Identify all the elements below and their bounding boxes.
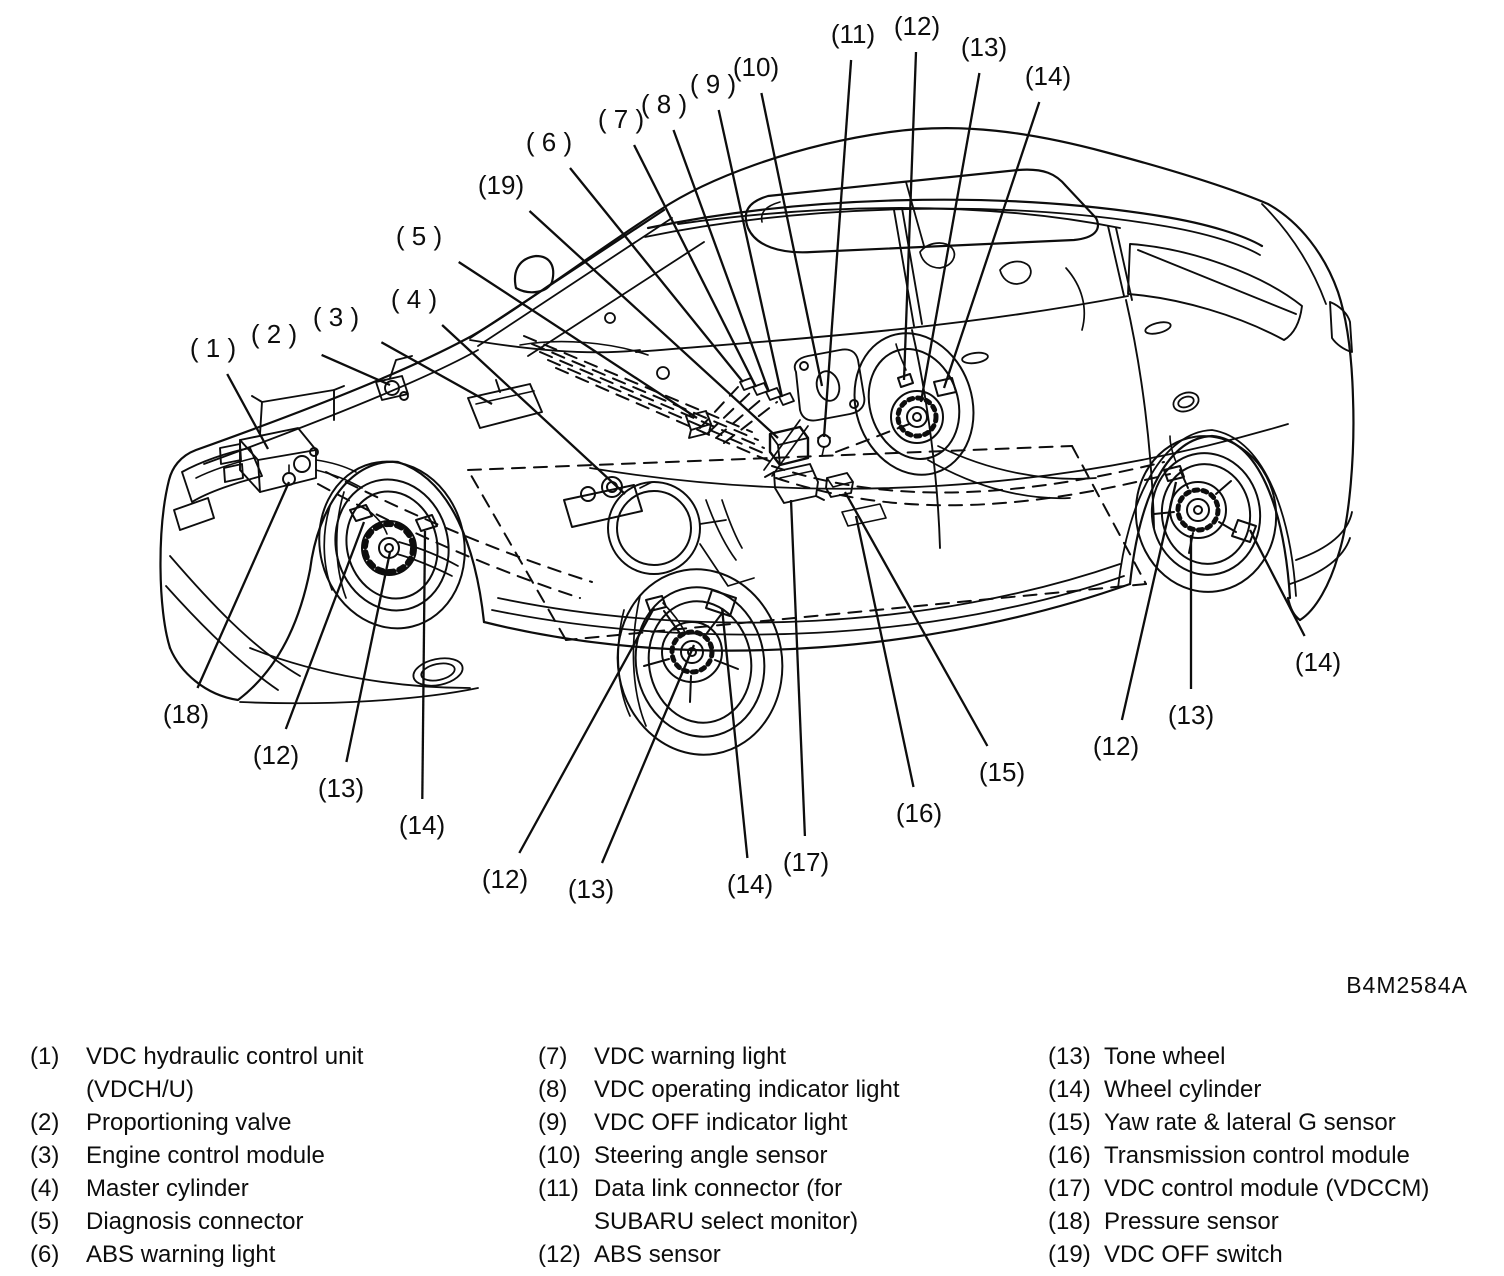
legend-item-number: (13)	[1048, 1043, 1091, 1070]
callout-14-top	[944, 61, 1071, 388]
callout-label: (10)	[732, 52, 780, 82]
legend-item-number: (4)	[30, 1175, 60, 1202]
legend-column-3	[1048, 1040, 1488, 1271]
callout-label: ( 3 )	[312, 302, 360, 332]
legend-item-number: (8)	[538, 1076, 568, 1103]
legend-item-15	[1048, 1106, 1488, 1139]
legend-item-label: Master cylinder	[86, 1175, 249, 1202]
leader-line	[791, 500, 805, 836]
callout-label: (13)	[317, 773, 365, 803]
brake-pipes-dashed	[318, 336, 1170, 640]
callout-annotations	[163, 11, 1341, 904]
legend-item-label: Engine control module	[86, 1142, 325, 1169]
callout-5	[396, 221, 697, 418]
callout-13-frontright	[568, 645, 694, 904]
legend-item-number: (5)	[30, 1208, 60, 1235]
callout-label: (17)	[782, 847, 830, 877]
legend-item-1	[30, 1040, 510, 1106]
master-cylinder	[564, 477, 726, 574]
legend-item-label: ABS warning light	[86, 1241, 276, 1268]
engine-control-module	[468, 380, 542, 428]
callout-label: (13)	[567, 874, 615, 904]
legend-item-8	[538, 1073, 1018, 1106]
callout-1	[190, 333, 268, 449]
leader-line	[1250, 530, 1305, 636]
callout-label: (15)	[978, 757, 1026, 787]
door-mirror	[515, 256, 553, 292]
legend-item-13	[1048, 1040, 1488, 1073]
legend-item-number: (15)	[1048, 1109, 1091, 1136]
abs-sensor-rear-right	[898, 374, 913, 387]
callout-label: (18)	[162, 699, 210, 729]
legend-item-number: (17)	[1048, 1175, 1091, 1202]
legend-item-16	[1048, 1139, 1488, 1172]
legend-item-label: Tone wheel	[1104, 1043, 1226, 1070]
tone-wheel-rear-left	[1178, 490, 1218, 530]
callout-label: ( 2 )	[250, 319, 298, 349]
legend-item-label: ABS sensor	[594, 1241, 721, 1268]
callout-6	[526, 127, 743, 382]
legend-item-number: (16)	[1048, 1142, 1091, 1169]
callout-label: ( 8 )	[640, 89, 688, 119]
legend-item-2	[30, 1106, 510, 1139]
legend-item-19	[1048, 1238, 1488, 1271]
vdc-control-module	[765, 464, 824, 503]
legend-item-label: VDC OFF indicator light	[594, 1109, 848, 1136]
callout-12-frontleft	[253, 522, 364, 770]
leader-line	[459, 262, 697, 418]
legend-item-10	[538, 1139, 1018, 1172]
pedal-bracket	[700, 500, 754, 586]
legend-column-2	[538, 1040, 1018, 1271]
callout-label: ( 5 )	[395, 221, 443, 251]
legend-item-number: (7)	[538, 1043, 568, 1070]
leader-line	[530, 211, 779, 438]
callout-13-top	[921, 32, 1007, 402]
callout-label: (12)	[893, 11, 941, 41]
legend-item-number: (6)	[30, 1241, 60, 1268]
legend-item-label: VDC control module (VDCCM)	[1104, 1175, 1430, 1202]
leader-line	[519, 608, 654, 853]
headlight	[174, 448, 262, 530]
legend-item-number: (19)	[1048, 1241, 1091, 1268]
legend-item-6	[30, 1238, 510, 1271]
legend-item-number: (9)	[538, 1109, 568, 1136]
callout-16	[856, 516, 942, 828]
callout-label: (14)	[1294, 647, 1342, 677]
callout-label: (19)	[477, 170, 525, 200]
legend-item-label: Data link connector (for SUBARU select monitor)	[594, 1175, 859, 1235]
legend-item-3	[30, 1139, 510, 1172]
callout-label: (16)	[895, 798, 943, 828]
legend-column-1	[30, 1040, 510, 1271]
callout-label: ( 7 )	[597, 104, 645, 134]
front-right-wheel	[603, 556, 797, 768]
data-link-connector	[818, 434, 830, 456]
legend-item-label: Yaw rate & lateral G sensor	[1104, 1109, 1396, 1136]
legend-item-number: (18)	[1048, 1208, 1091, 1235]
legend-item-9	[538, 1106, 1018, 1139]
callout-label: (12)	[252, 740, 300, 770]
tone-wheel-front-left	[365, 524, 413, 572]
legend-item-4	[30, 1172, 510, 1205]
legend-item-number: (14)	[1048, 1076, 1091, 1103]
callout-label: ( 1 )	[189, 333, 237, 363]
callout-label: (12)	[1092, 731, 1140, 761]
legend-item-11	[538, 1172, 1018, 1238]
side-windows	[636, 208, 1302, 548]
callout-15	[845, 492, 1025, 787]
legend-item-number: (11)	[538, 1175, 579, 1202]
leader-line	[346, 552, 390, 762]
callout-label: (13)	[960, 32, 1008, 62]
legend-item-14	[1048, 1073, 1488, 1106]
callout-14-rearleft	[1250, 530, 1341, 677]
legend-item-label: VDC warning light	[594, 1043, 787, 1070]
leader-line	[845, 492, 987, 746]
leader-line	[422, 531, 425, 799]
leader-line	[856, 516, 914, 787]
legend-item-12	[538, 1238, 1018, 1271]
legend-item-number: (2)	[30, 1109, 60, 1136]
legend-item-17	[1048, 1172, 1488, 1205]
legend-item-number: (1)	[30, 1043, 60, 1070]
callout-label: (14)	[398, 810, 446, 840]
callout-label: (14)	[726, 869, 774, 899]
callout-label: (14)	[1024, 61, 1072, 91]
legend-item-label: Pressure sensor	[1104, 1208, 1279, 1235]
legend-item-18	[1048, 1205, 1488, 1238]
instrument-cluster-indicator-lights	[740, 378, 794, 405]
legend-item-number: (12)	[538, 1241, 581, 1268]
car-line-art	[160, 128, 1353, 768]
legend-item-label: Proportioning valve	[86, 1109, 292, 1136]
legend-item-7	[538, 1040, 1018, 1073]
legend-item-label: Transmission control module	[1104, 1142, 1410, 1169]
callout-label: (12)	[481, 864, 529, 894]
tone-wheel-rear-right	[898, 398, 936, 436]
leader-line	[904, 52, 916, 380]
legend-item-label: Steering angle sensor	[594, 1142, 828, 1169]
leader-line	[674, 130, 770, 392]
leader-line	[442, 325, 625, 494]
callout-label: ( 6 )	[525, 127, 573, 157]
legend-item-label: VDC hydraulic control unit (VDCH/U)	[86, 1043, 364, 1103]
legend-item-label: Diagnosis connector	[86, 1208, 304, 1235]
callout-label: ( 9 )	[689, 69, 737, 99]
callout-12-frontright	[482, 608, 654, 894]
callout-label: ( 4 )	[390, 284, 438, 314]
callout-17	[783, 500, 829, 877]
leader-line	[322, 355, 390, 385]
legend-item-number: (10)	[538, 1142, 581, 1169]
legend-item-5	[30, 1205, 510, 1238]
legend-item-label: VDC OFF switch	[1104, 1241, 1283, 1268]
legend-item-label: Wheel cylinder	[1104, 1076, 1262, 1103]
legend-item-label: VDC operating indicator light	[594, 1076, 900, 1103]
legend-item-number: (3)	[30, 1142, 60, 1169]
rear-right-wheel	[837, 318, 1096, 499]
leader-line	[1122, 482, 1176, 720]
leader-line	[719, 110, 782, 397]
rear-left-wheel	[1118, 427, 1296, 601]
callout-18	[163, 482, 289, 729]
callout-label: (11)	[830, 19, 876, 49]
transmission-control-module	[842, 504, 886, 526]
callout-label: (13)	[1167, 700, 1215, 730]
figure-code: B4M2584A	[1346, 972, 1468, 998]
callout-11	[824, 19, 875, 437]
